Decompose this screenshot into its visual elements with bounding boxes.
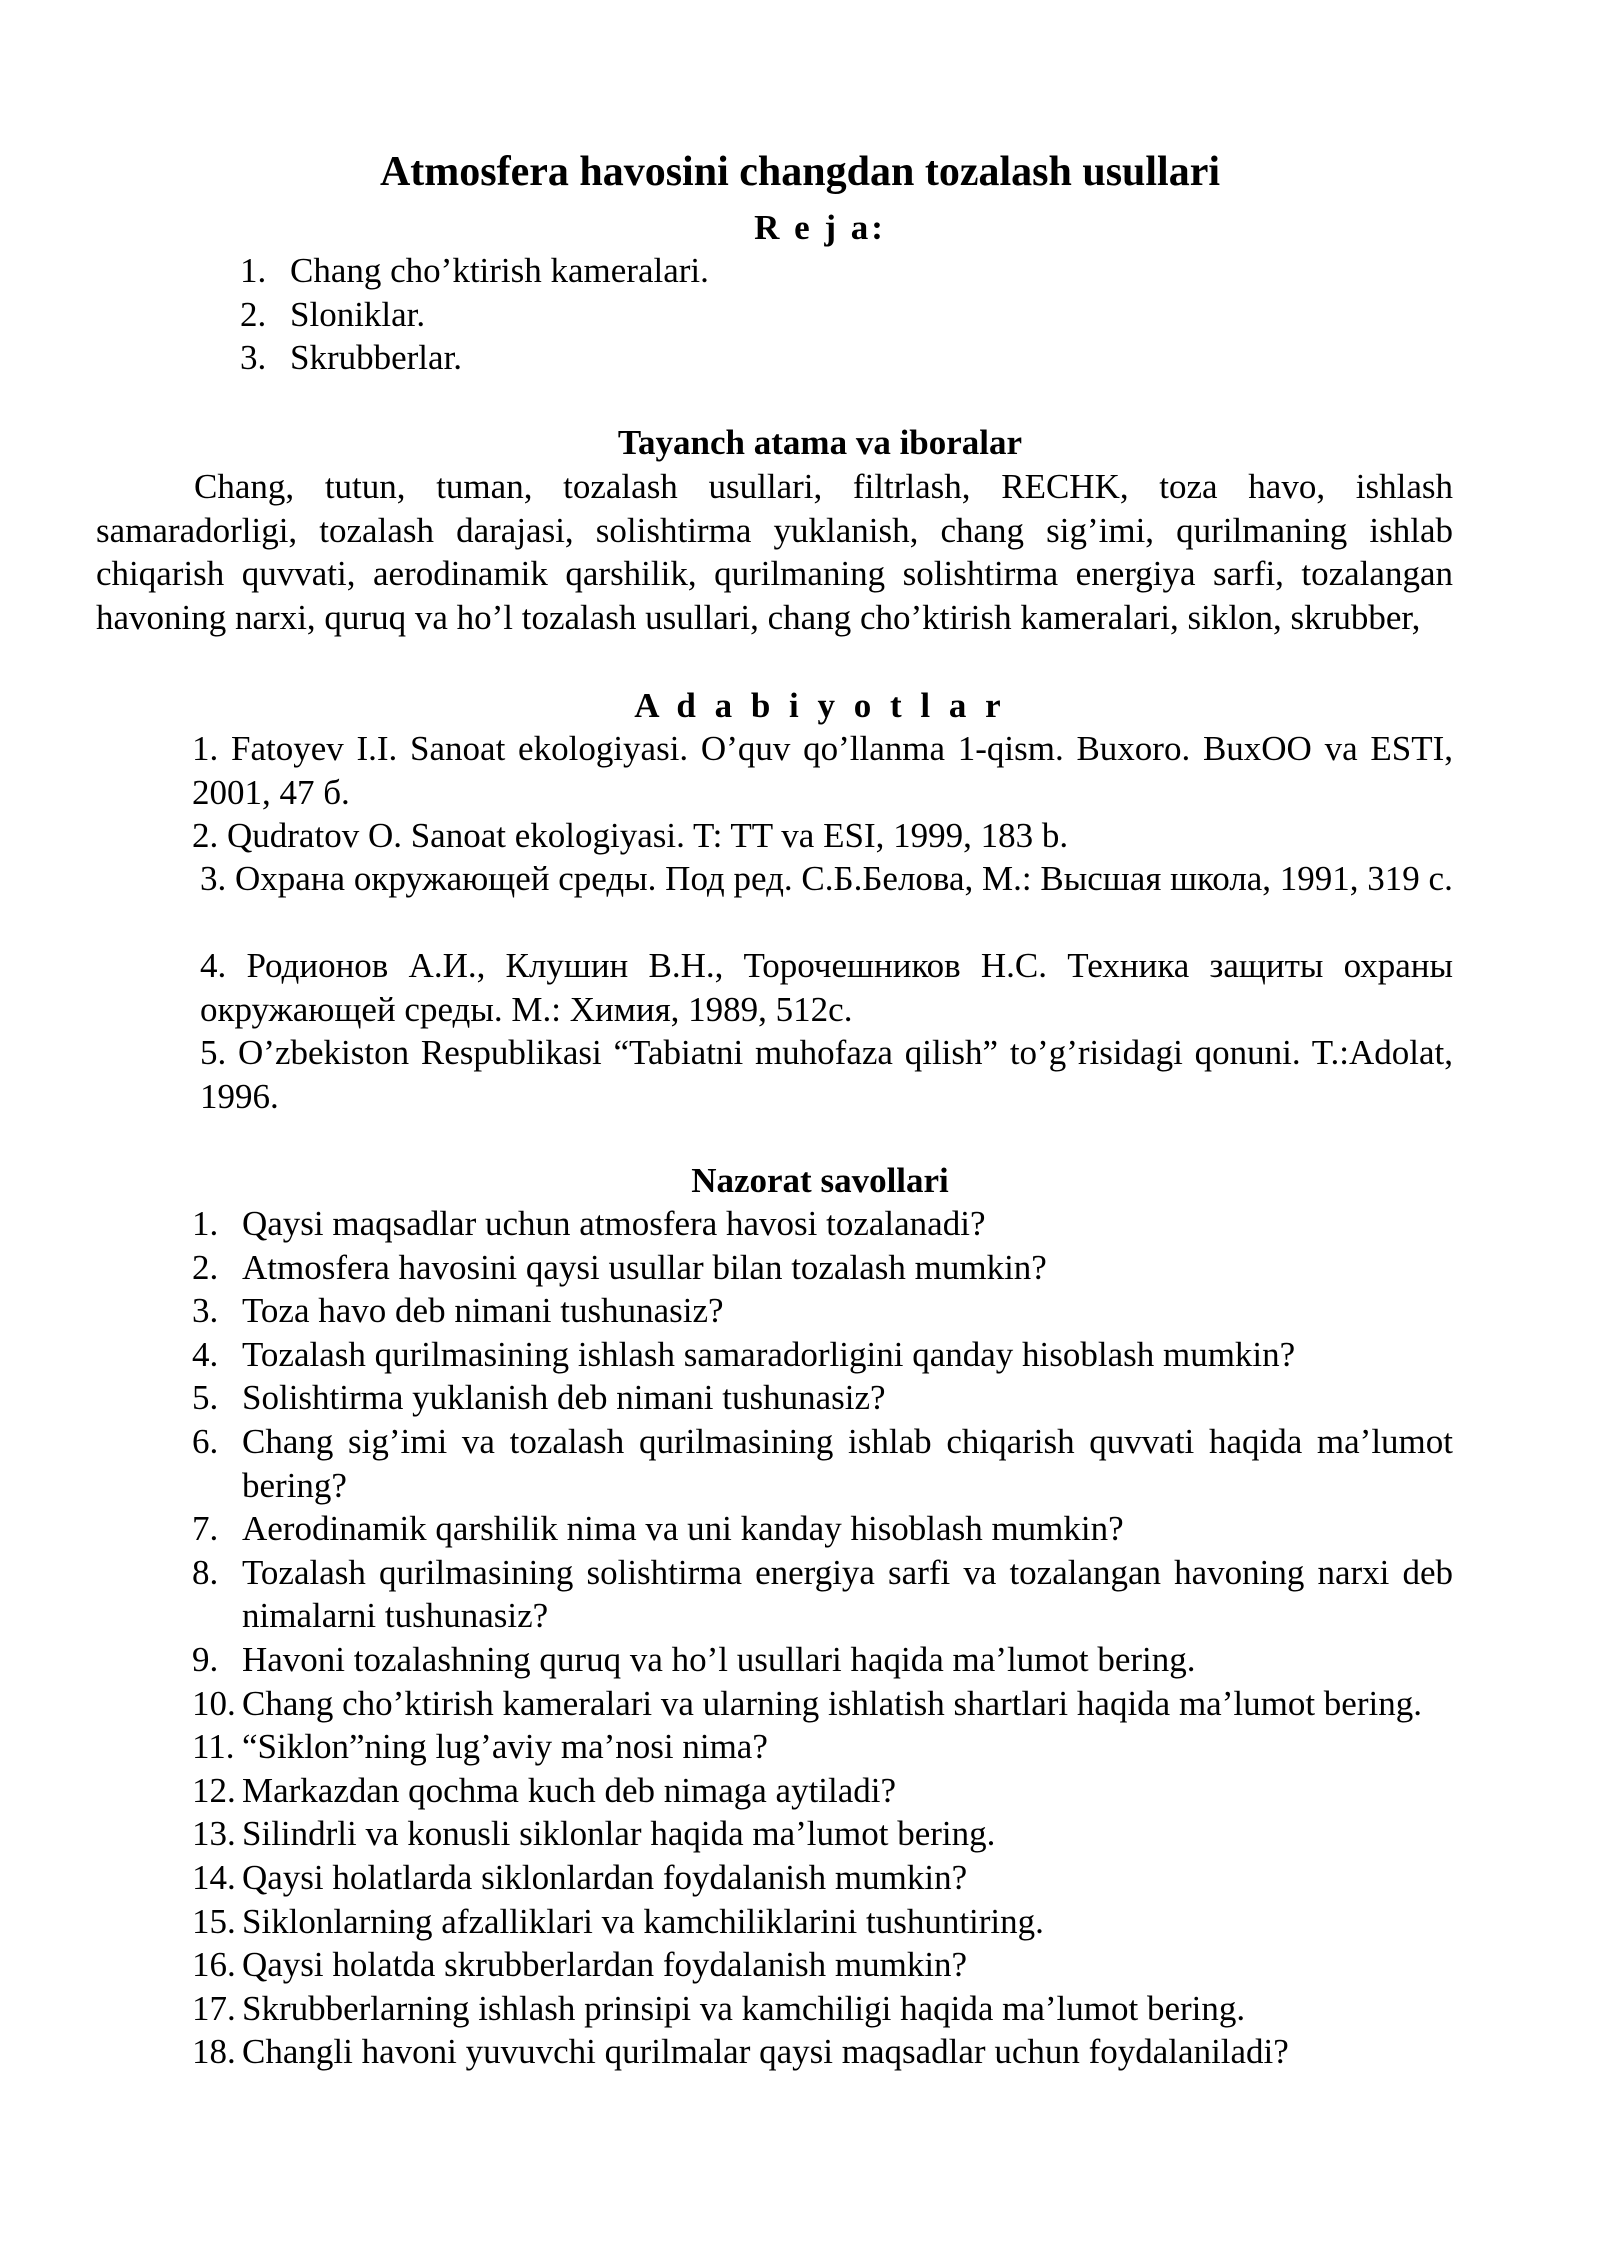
list-item <box>192 1289 1453 1333</box>
item-number: 5. <box>192 1378 219 1418</box>
item-number: 11. <box>192 1727 235 1767</box>
item-number: 8. <box>192 1552 219 1592</box>
item-number: 1. <box>192 1204 219 1243</box>
item-text: Tozalash qurilmasining ishlash samaradorligini qanday hisoblash mumkin? <box>242 1334 1296 1374</box>
item-text: Qaysi maqsadlar uchun atmosfera havosi tozalanadi? <box>242 1204 986 1243</box>
item-text: Skrubberlar. <box>290 338 463 378</box>
item-number: 10. <box>192 1683 236 1723</box>
item-number: 2. <box>192 1247 219 1287</box>
list-item <box>192 1987 1453 2031</box>
item-text: Chang sig’imi va tozalash qurilmasining ishlab chiqarish quvvati haqida ma’lumot bering? <box>242 1421 1453 1505</box>
keywords-heading: Tayanch atama va iboralar <box>617 423 1023 462</box>
item-text: Siklonlarning afzalliklari va kamchiliklarini tushuntiring. <box>242 1901 1044 1941</box>
list-item <box>192 1943 1453 1987</box>
item-number: 9. <box>192 1639 219 1679</box>
list-item <box>192 1376 1453 1420</box>
questions-list <box>192 1202 1453 2074</box>
list-item <box>192 1638 1453 1682</box>
literature-item: 1. Fatoyev I.I. Sanoat ekologiyasi. O’quv qo’llanma 1-qism. Buxoro. BuxOO va ESTI, 2001, 47 б. <box>192 729 1453 812</box>
list-item <box>192 1856 1453 1900</box>
list-item <box>192 1202 1453 1246</box>
item-number: 16. <box>192 1945 236 1985</box>
item-text: “Siklon”ning lug’aviy ma’nosi nima? <box>242 1727 768 1767</box>
list-item <box>192 1682 1453 1726</box>
item-number: 17. <box>192 1988 236 2028</box>
list-item <box>192 1769 1453 1813</box>
item-number: 12. <box>192 1770 236 1810</box>
literature-heading: A d a b i y o t l a r <box>634 686 1006 725</box>
item-text: Chang cho’ktirish kameralari. <box>290 251 709 290</box>
item-number: 7. <box>192 1509 219 1549</box>
item-text: Chang cho’ktirish kameralari va ularning ishlatish shartlari haqida ma’lumot bering. <box>242 1683 1422 1723</box>
item-number: 3. <box>192 1291 219 1331</box>
item-number: 1. <box>240 251 267 290</box>
item-text: Markazdan qochma kuch deb nimaga aytiladi? <box>242 1770 897 1810</box>
document-title: Atmosfera havosini changdan tozalash usullari <box>379 149 1221 195</box>
item-text: Toza havo deb nimani tushunasiz? <box>242 1291 724 1331</box>
literature-item: 5. O’zbekiston Respublikasi “Tabiatni muhofaza qilish” to’g’risidagi qonuni. T.:Adolat, 1996. <box>200 1033 1453 1116</box>
item-text: Havoni tozalashning quruq va ho’l usullari haqida ma’lumot bering. <box>242 1639 1196 1679</box>
list-item <box>192 1812 1453 1856</box>
questions-heading: Nazorat savollari <box>691 1161 949 1200</box>
list-item <box>192 1725 1453 1769</box>
item-text: Sloniklar. <box>290 294 426 334</box>
literature-item: 2. Qudratov O. Sanoat ekologiyasi. T: TT va ESI, 1999, 183 b. <box>192 816 1069 855</box>
list-item <box>192 1551 1453 1638</box>
item-number: 6. <box>192 1421 219 1461</box>
list-item <box>192 1420 1453 1507</box>
literature-item: 4. Родионов А.И., Клушин В.Н., Торочешников Н.С. Техника защиты охраны окружающей среды. М.: Химия, 1989, 512с. <box>200 946 1453 1029</box>
item-text: Aerodinamik qarshilik nima va uni kanday hisoblash mumkin? <box>242 1509 1124 1549</box>
list-item <box>240 336 1240 380</box>
keywords-paragraph <box>96 465 1453 639</box>
list-item <box>240 293 1240 337</box>
item-text: Skrubberlarning ishlash prinsipi va kamchiligi haqida ma’lumot bering. <box>242 1988 1246 2028</box>
keywords-text: Chang, tutun, tuman, tozalash usullari, filtrlash, RECHK, toza havo, ishlash samaradorligi, tozalash darajasi, solishtirma yuklanish, chang sig’imi, qurilmaning ishlab chiqarish quvvati, aerodinamik qarshilik, qurilmaning solishtirma energiya sarfi, tozalangan havoning narxi, quruq va ho’l tozalash usullari, chang cho’ktirish kameralari, siklon, skrubber, <box>96 467 1453 637</box>
item-text: Qaysi holatda skrubberlardan foydalanish mumkin? <box>242 1945 968 1985</box>
item-text: Tozalash qurilmasining solishtirma energiya sarfi va tozalangan havoning narxi deb nimalarni tushunasiz? <box>242 1552 1453 1636</box>
list-item <box>192 2030 1453 2074</box>
plan-heading: R e j a: <box>754 208 886 247</box>
item-text: Changli havoni yuvuvchi qurilmalar qaysi maqsadlar uchun foydalaniladi? <box>242 2032 1289 2072</box>
item-number: 18. <box>192 2032 236 2072</box>
item-text: Silindrli va konusli siklonlar haqida ma’lumot bering. <box>242 1814 996 1854</box>
list-item <box>192 1246 1453 1290</box>
item-number: 4. <box>192 1334 219 1374</box>
item-text: Solishtirma yuklanish deb nimani tushunasiz? <box>242 1378 886 1418</box>
item-text: Qaysi holatlarda siklonlardan foydalanish mumkin? <box>242 1857 968 1897</box>
item-number: 15. <box>192 1901 236 1941</box>
item-number: 3. <box>240 338 267 378</box>
item-number: 2. <box>240 294 267 334</box>
literature-item: 3. Охрана окружающей среды. Под ред. С.Б.Белова, М.: Высшая школа, 1991, 319 с. <box>200 859 1453 898</box>
list-item <box>192 1900 1453 1944</box>
list-item <box>192 1507 1453 1551</box>
item-number: 13. <box>192 1814 236 1854</box>
list-item <box>192 1333 1453 1377</box>
item-text: Atmosfera havosini qaysi usullar bilan tozalash mumkin? <box>242 1247 1047 1287</box>
item-number: 14. <box>192 1857 236 1897</box>
plan-list <box>240 249 1240 380</box>
list-item <box>240 249 1240 293</box>
